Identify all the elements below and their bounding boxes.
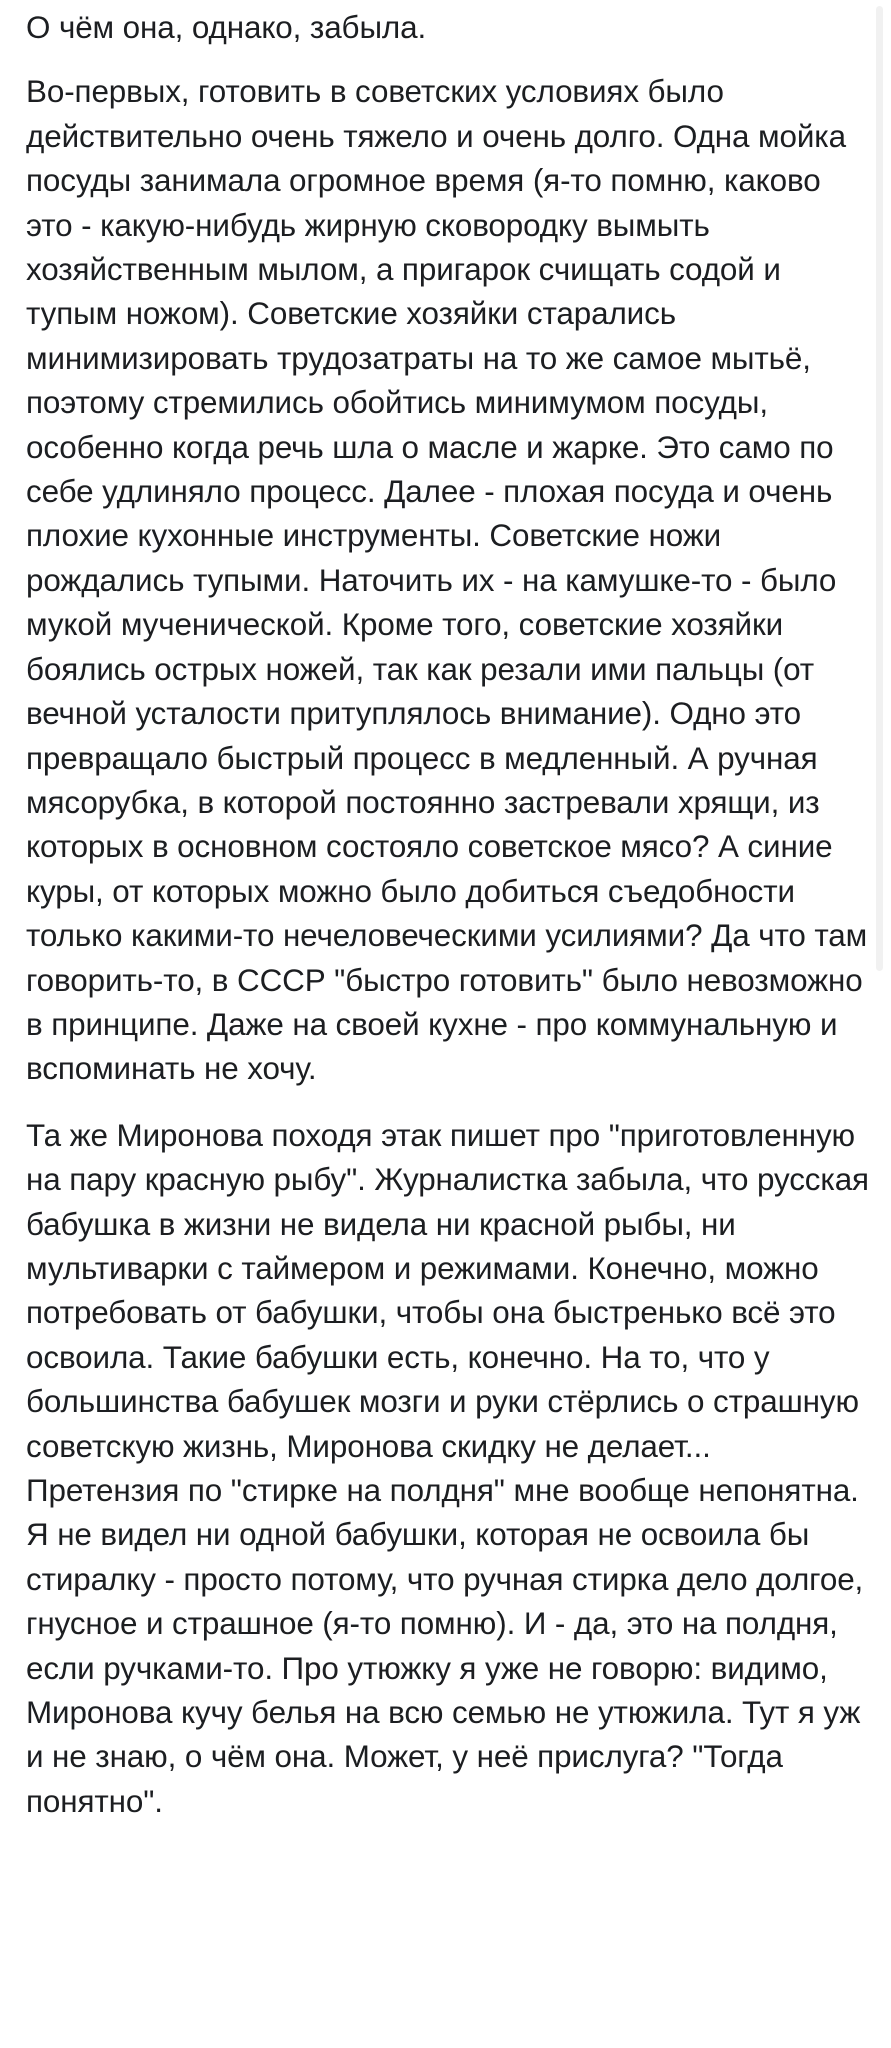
post-paragraph-cooking: Во-первых, готовить в советских условиях было действительно очень тяжело и очень долго. Одна мойка посуды занимала огромное время (я-то помню, каково это - какую-нибудь жирную сковородку вымыть хозяйственным мылом, а пригарок счищать содой и тупым ножом). Советские хозяйки старались минимизировать трудозатраты на то же самое мытьё, поэтому стремились обойтись минимумом посуды, особенно когда речь шла о масле и жарке. Это само по себе удлиняло процесс. Далее - плохая посуда и очень плохие кухонные инструменты. Советские ножи рождались тупыми. Наточить их - на камушке-то - было мукой мученической. Кроме того, советские хозяйки боялись острых ножей, так как резали ими пальцы (от вечной усталости притуплялось внимание). Одно это превращало быстрый процесс в медленный. А ручная мясорубка, в которой постоянно застревали хрящи, из которых в основном состояло советское мясо? А синие куры, от которых можно было добиться съедобности только какими-то нечеловеческими усилиями? Да что там говорить-то, в СССР "быстро готовить" было невозможно в принципе. Даже на своей кухне - про коммунальную и вспоминать не хочу.	[26, 74, 868, 1087]
post-paragraph-mironova: Та же Миронова походя этак пишет про "приготовленную на пару красную рыбу". Журналистка забыла, что русская бабушка в жизни не видела ни красной рыбы, ни мультиварки с таймером и режимами. Конечно, можно потребовать от бабушки, чтобы она быстренько всё это освоила. Такие бабушки есть, конечно. На то, что у большинства бабушек мозги и руки стёрлись о страшную советскую жизнь, Миронова скидку не делает... Претензия по "стирке на полдня" мне вообще непонятна. Я не видел ни одной бабушки, которая не освоила бы стиралку - просто потому, что ручная стирка дело долгое, гнусное и страшное (я-то помню). И - да, это на полдня, если ручками-то. Про утюжку я уже не говорю: видимо, Миронова кучу белья на всю семью не утюжила. Тут я уж и не знаю, о чём она. Может, у неё прислуга? "Тогда понятно".	[26, 1117, 869, 1819]
scrollbar-thumb[interactable]	[876, 6, 883, 971]
vertical-scrollbar[interactable]	[874, 0, 891, 2048]
post-paragraph-intro: О чём она, однако, забыла.	[26, 10, 427, 45]
post-body	[26, 6, 869, 1824]
